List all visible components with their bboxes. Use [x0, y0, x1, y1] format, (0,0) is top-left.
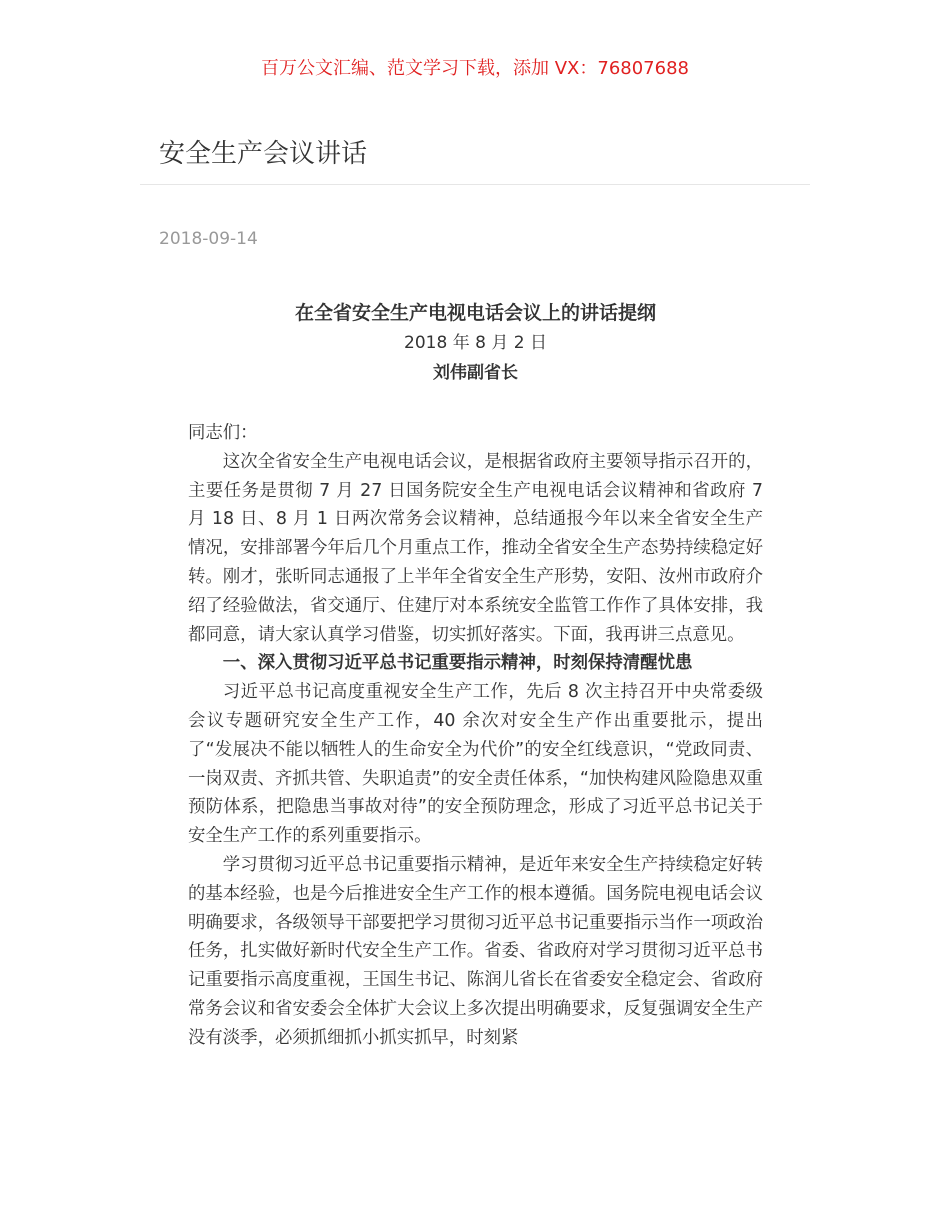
paragraph-intro: 这次全省安全生产电视电话会议，是根据省政府主要领导指示召开的，主要任务是贯彻 7 月 27 日国务院安全生产电视电话会议精神和省政府 7 月 18 日、8 月 1 日两次常务会议精神，总结通报今年以来全省安全生产情况，安排部署今年后几个月重点工作，推动全省安全生产态势持续稳定好转。刚才，张昕同志通报了上半年全省安全生产形势，安阳、汝州市政府介绍了经验做法，省交通厅、住建厅对本系统安全监管工作作了具体安排，我都同意，请大家认真学习借鉴，切实抓好落实。下面，我再讲三点意见。	[188, 451, 763, 645]
paragraph-instructions: 习近平总书记高度重视安全生产工作，先后 8 次主持召开中央常委级会议专题研究安全生产工作，40 余次对安全生产作出重要批示，提出了“发展决不能以牺牲人的生命安全为代价”的安全红线意识，“党政同责、一岗双责、齐抓共管、失职追责”的安全责任体系，“加快构建风险隐患双重预防体系，把隐患当事故对待”的安全预防理念，形成了习近平总书记关于安全生产工作的系列重要指示。	[188, 682, 763, 847]
publish-date: 2018-09-14	[159, 229, 258, 249]
page-title: 安全生产会议讲话	[159, 139, 368, 169]
document-date: 2018 年 8 月 2 日	[404, 333, 547, 353]
document-header	[188, 298, 763, 388]
document-heading: 在全省安全生产电视电话会议上的讲话提纲	[294, 302, 656, 324]
paragraph-implementation: 学习贯彻习近平总书记重要指示精神，是近年来安全生产持续稳定好转的基本经验，也是今后推进安全生产工作的根本遵循。国务院电视电话会议明确要求，各级领导干部要把学习贯彻习近平总书记重要指示当作一项政治任务，扎实做好新时代安全生产工作。省委、省政府对学习贯彻习近平总书记重要指示高度重视，王国生书记、陈润儿省长在省委安全稳定会、省政府常务会议和省安委会全体扩大会议上多次提出明确要求，反复强调安全生产没有淡季，必须抓细抓小抓实抓早，时刻紧	[188, 854, 763, 1048]
title-divider	[140, 184, 810, 185]
watermark-banner: 百万公文汇编、范文学习下载，添加 VX：76807688	[261, 58, 689, 79]
section-heading-1: 一、深入贯彻习近平总书记重要指示精神，时刻保持清醒忧患	[222, 653, 693, 674]
document-author: 刘伟副省长	[433, 363, 518, 383]
salutation: 同志们：	[188, 423, 258, 443]
document-body	[188, 419, 763, 1053]
